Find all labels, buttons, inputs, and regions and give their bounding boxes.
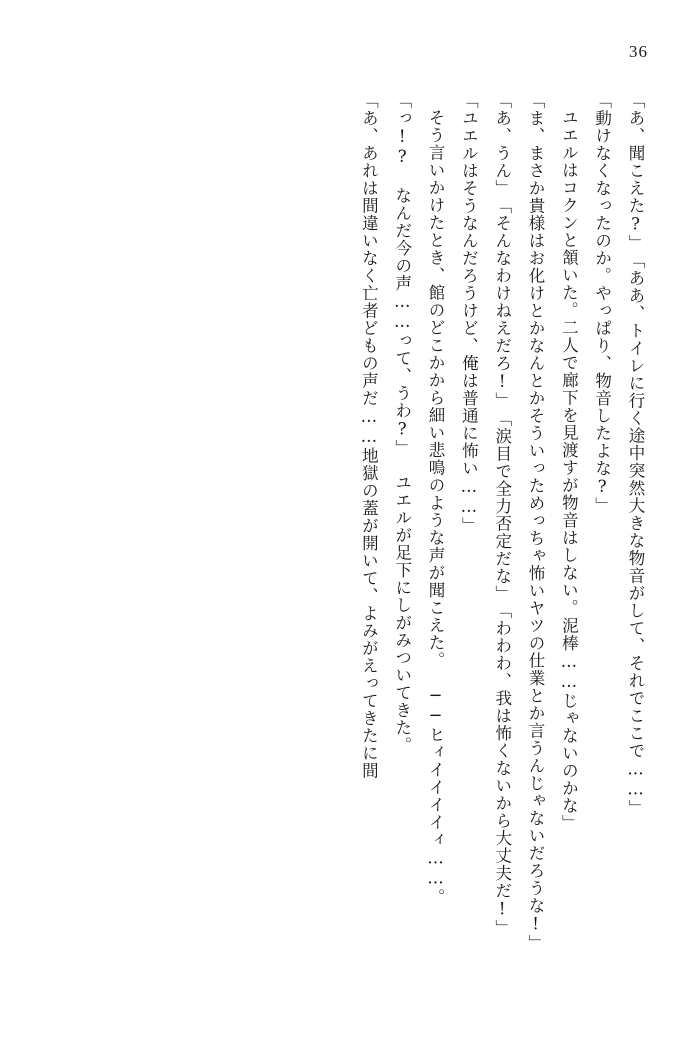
text-line: 「ああ、トイレに行く途中突然大きな物音がして、それでここで……」: [626, 252, 645, 817]
text-line: 「涙目で全力否定だな」: [492, 409, 512, 602]
text-line: ユエルが足下にしがみついてきた。: [392, 474, 412, 754]
text-line: 「ま、まさか貴様はお化けとかなんとかそういっためっちゃ怖いヤツの仕業とか言うんじゃないだろうな!」: [526, 92, 546, 952]
text-line: そう言いかけたとき、館のどこかから細い悲鳴のような声が聞こえた。: [426, 109, 446, 669]
text-line: 「そんなわけねえだろ!」: [492, 197, 512, 410]
text-line: 「動けなくなったのか。やっぱり、物音したよな?」: [592, 92, 612, 515]
text-line: ──ヒィイイイイィ……。: [426, 686, 446, 906]
text-line: 「わわわ、我は怖くないから大丈夫だ!」: [492, 602, 512, 937]
page-body-text: [48, 92, 652, 1020]
page-number: 36: [629, 42, 648, 61]
text-line: ユエルはコクンと頷いた。二人で廊下を見渡すが物音はしない。: [559, 109, 579, 617]
text-line: 「っ!? なんだ今の声……って、うわ?」: [392, 92, 412, 457]
text-line: 「あ、あれは間違いなく亡者どもの声だ……地獄の蓋が開いて、よみがえってきたに間: [359, 92, 379, 780]
text-line: 「あ、うん」: [492, 92, 512, 197]
text-line: 泥棒……じゃないのかな」: [559, 616, 579, 832]
text-line: 「ユエルはそうなんだろうけど、俺は普通に怖い……」: [459, 92, 479, 535]
text-line: 「あ、聞こえた?」: [626, 92, 645, 252]
